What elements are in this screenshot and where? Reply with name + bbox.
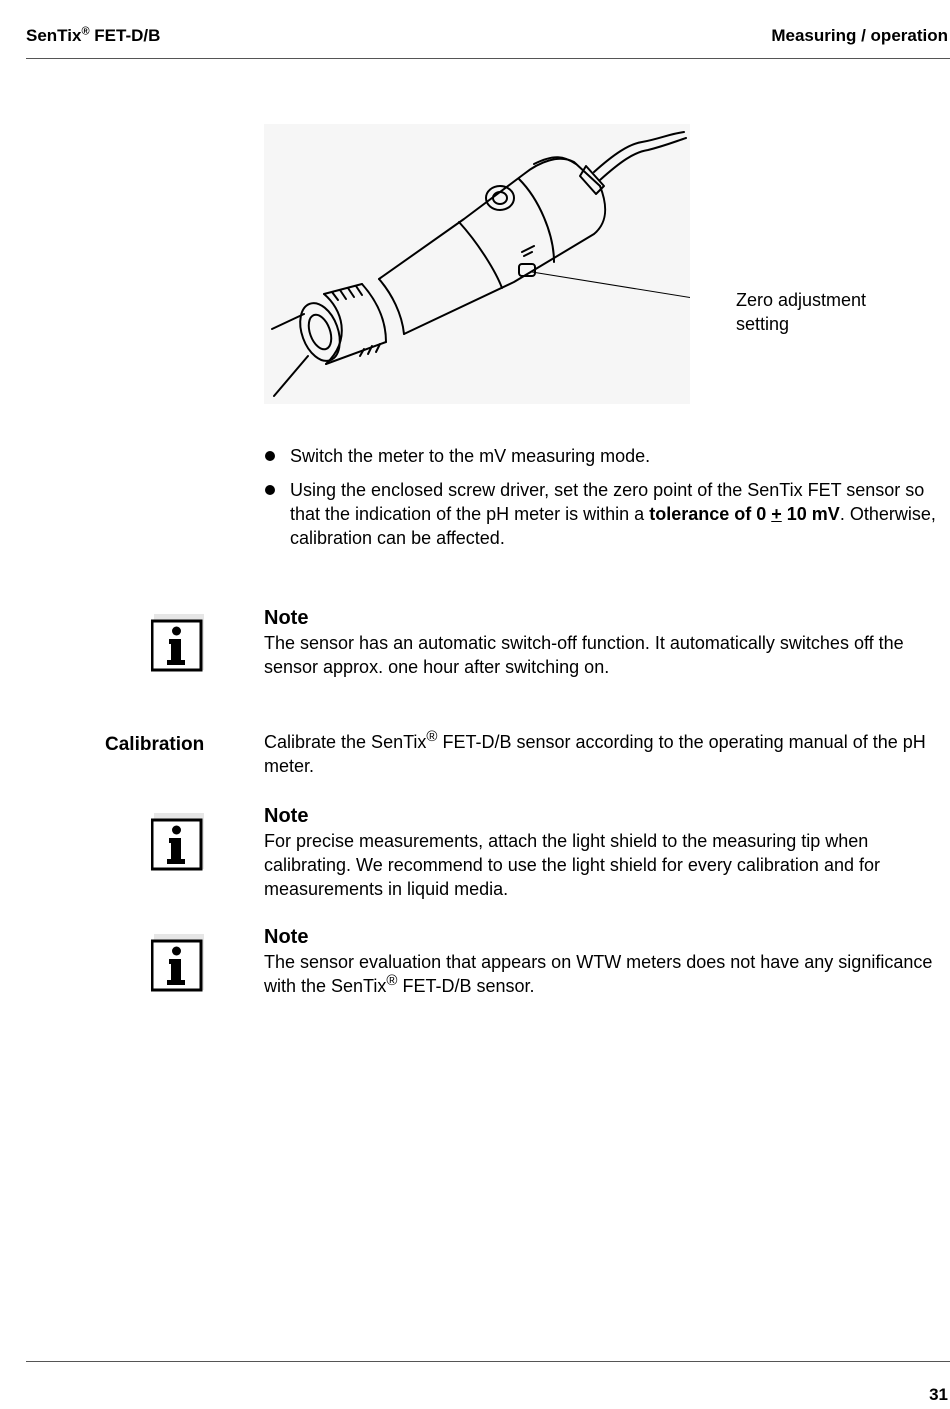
- header-divider: [26, 58, 950, 59]
- header-registered-mark: ®: [81, 25, 90, 38]
- bullet-icon: [265, 451, 275, 461]
- calibration-text-start: Calibrate the SenTix: [264, 732, 427, 752]
- tolerance-value: 10 mV: [781, 504, 840, 524]
- instruction-list: [264, 444, 948, 560]
- header-section-title: Measuring / operation: [771, 26, 948, 45]
- bullet-text-end: . Otherwise, calibration can be affected.: [290, 504, 936, 548]
- bullet-text: Using the enclosed screw driver, set the zero point of the SenTix FET sensor so that the indication of the pH meter is within a: [290, 480, 925, 524]
- note-text: [264, 950, 948, 998]
- sensor-illustration: [264, 124, 690, 404]
- bullet-text: Switch the meter to the mV measuring mode.: [290, 446, 651, 466]
- header-product-model: FET-D/B: [89, 26, 161, 45]
- figure-label-line-2: setting: [736, 314, 790, 334]
- note-text-end: FET-D/B sensor.: [397, 976, 535, 996]
- list-item: [264, 478, 948, 550]
- registered-mark: ®: [386, 972, 398, 989]
- footer-divider: [26, 1361, 950, 1362]
- info-icon: [151, 934, 205, 992]
- note-text: For precise measurements, attach the light shield to the measuring tip when calibrating. We recommend to use the light shield for every calibration and for measurements in liquid media.: [264, 831, 880, 899]
- info-icon: [151, 614, 205, 672]
- header-product-title: [26, 26, 160, 46]
- calibration-paragraph: [264, 730, 948, 778]
- page-number: 31: [929, 1385, 948, 1404]
- bullet-icon: [265, 485, 275, 495]
- info-icon: [151, 813, 205, 871]
- calibration-text-end: FET-D/B sensor according to the operating manual of the pH meter.: [264, 732, 926, 776]
- note-sensor-evaluation: [264, 925, 948, 998]
- note-switch-off: [264, 606, 948, 679]
- note-title: Note: [264, 805, 309, 827]
- note-title: Note: [264, 926, 309, 948]
- note-light-shield: [264, 804, 948, 901]
- header-product-name: SenTix: [26, 26, 82, 45]
- list-item: [264, 444, 948, 468]
- note-title: Note: [264, 607, 309, 629]
- registered-mark: ®: [426, 728, 438, 745]
- figure-label-line-1: Zero adjustment: [736, 290, 867, 310]
- note-text-start: The sensor evaluation that appears on WTW meters does not have any significance with the SenTix: [264, 952, 933, 996]
- zero-adjustment-label: [736, 288, 866, 336]
- calibration-heading: Calibration: [105, 734, 205, 755]
- tolerance-text: tolerance of 0: [649, 504, 772, 524]
- plus-minus-sign: +: [771, 504, 782, 524]
- note-text: The sensor has an automatic switch-off function. It automatically switches off the sensor approx. one hour after switching on.: [264, 633, 904, 677]
